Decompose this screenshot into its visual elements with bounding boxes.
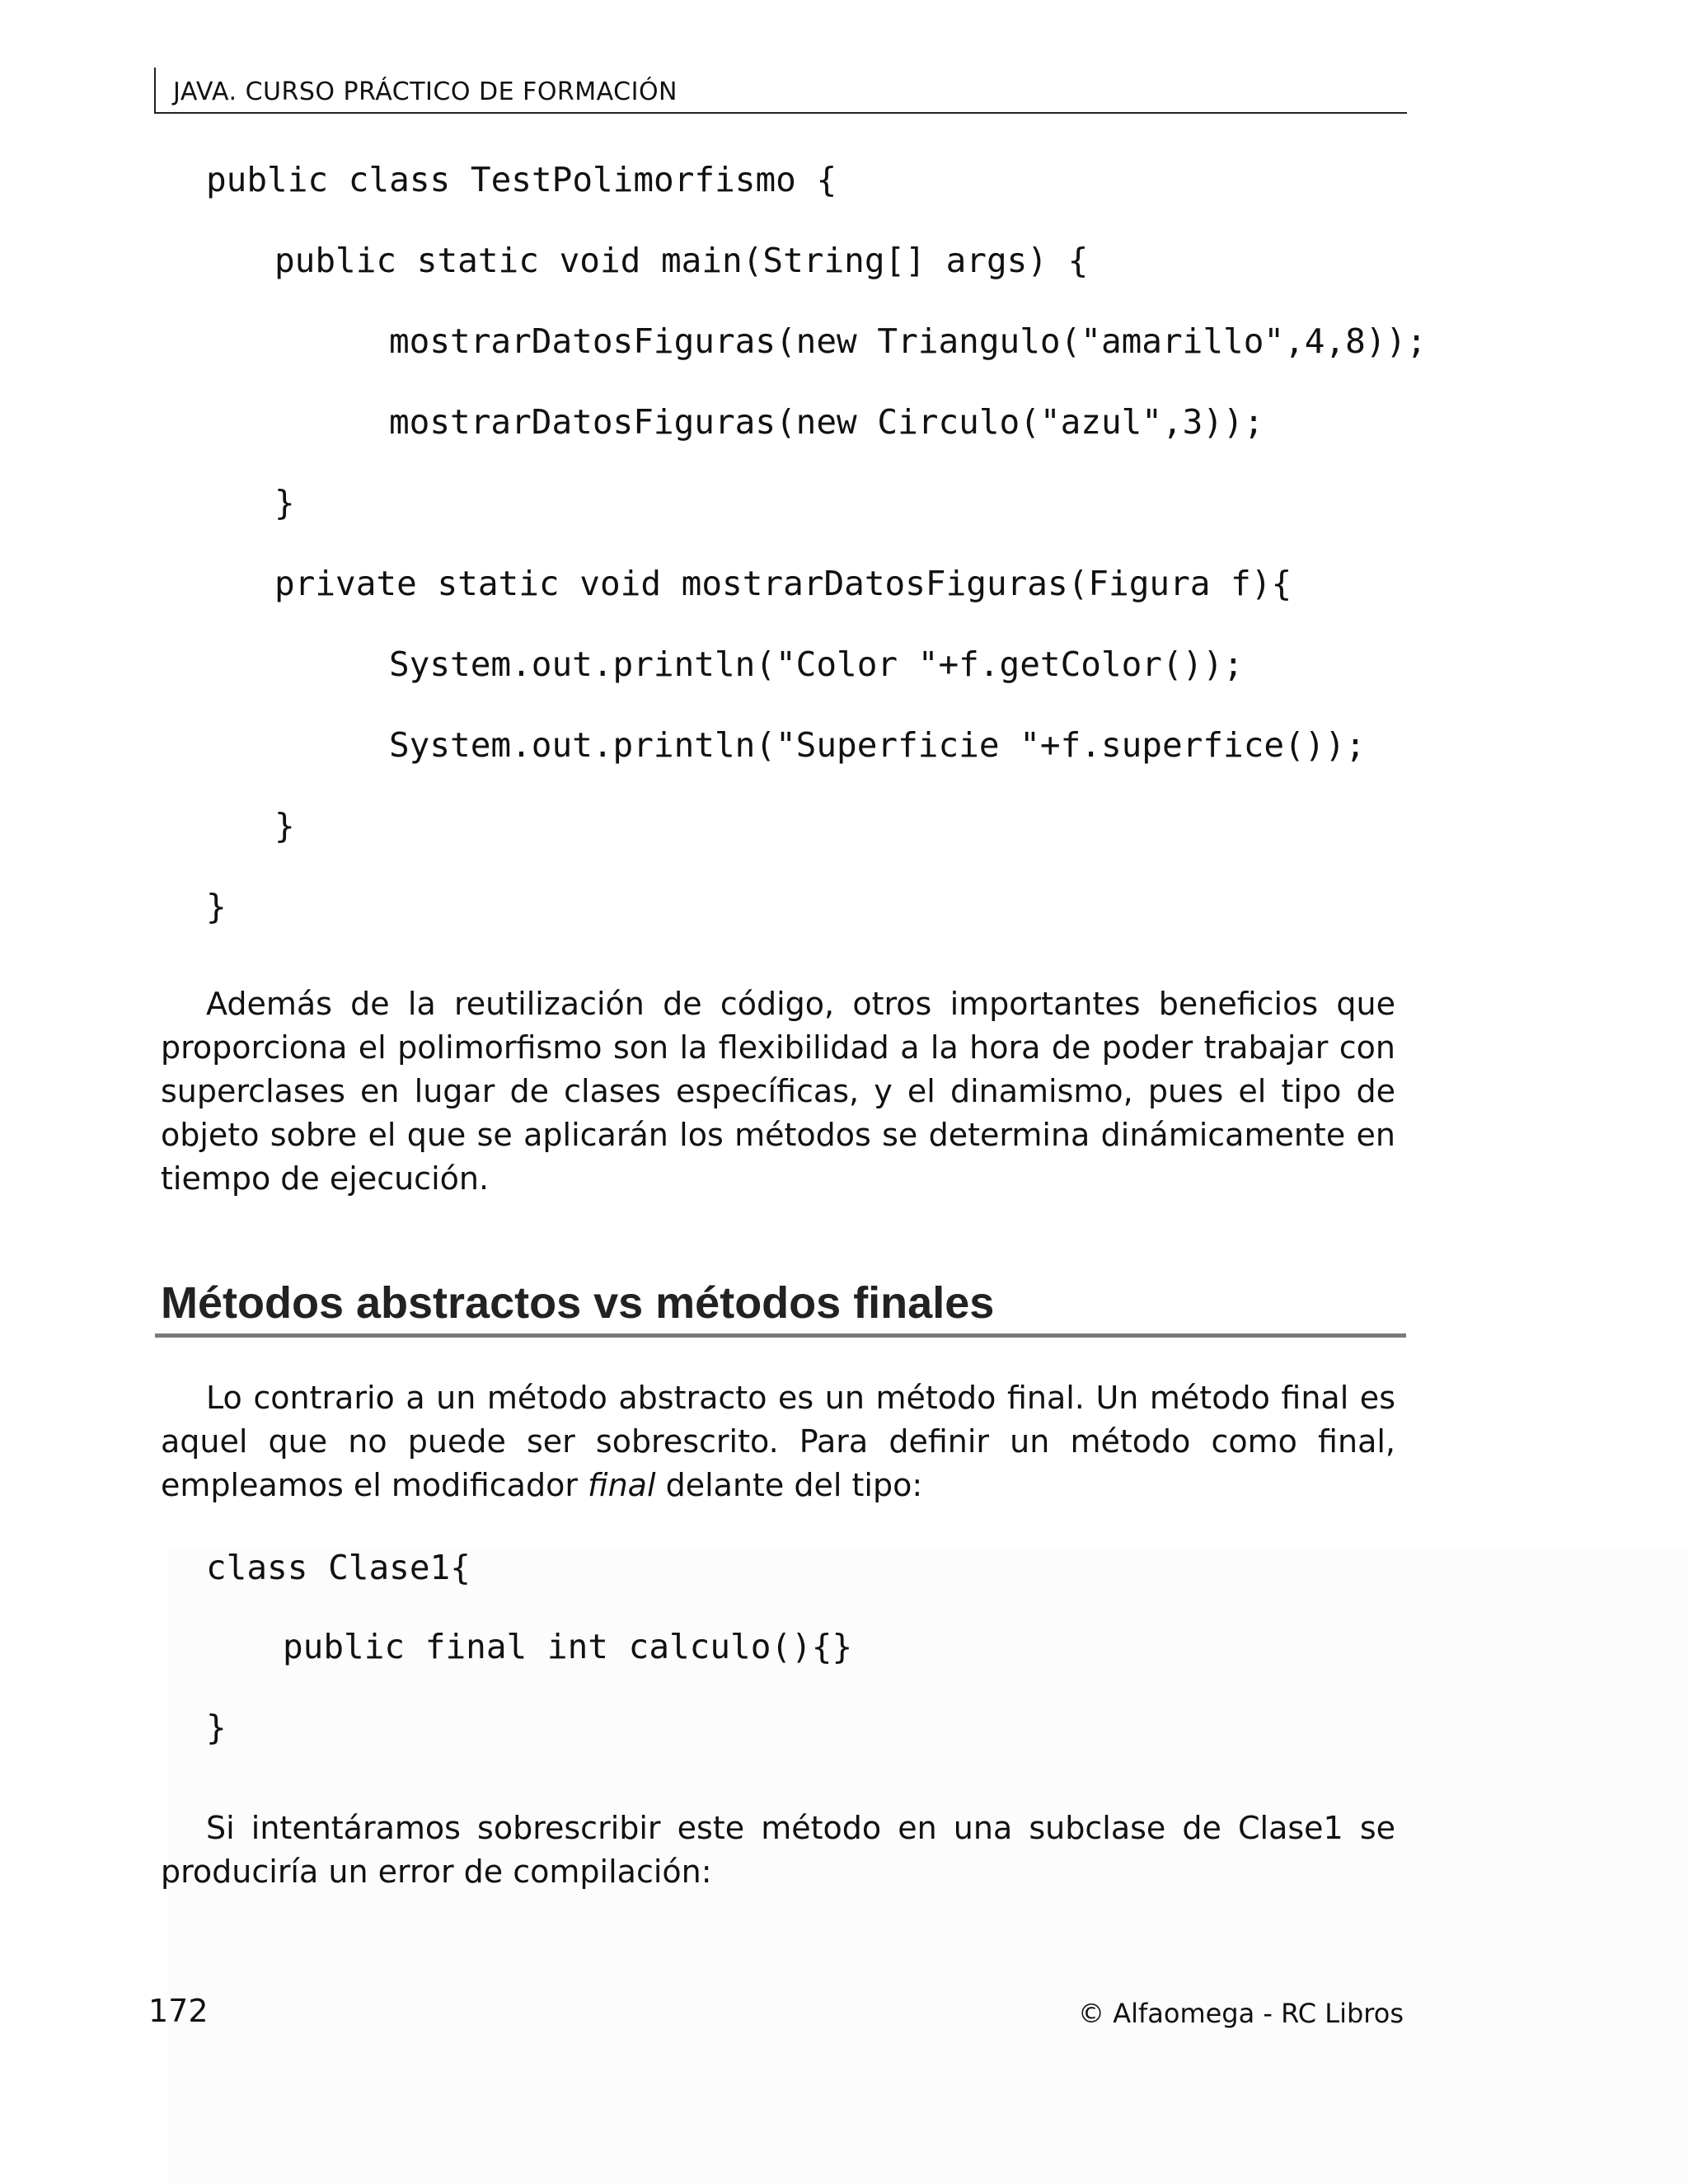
- code-line: public final int calculo(){}: [283, 1627, 853, 1666]
- code-line: mostrarDatosFiguras(new Triangulo("amarillo",4,8));: [389, 321, 1427, 361]
- section-rule: [155, 1333, 1406, 1338]
- code-line: }: [206, 887, 227, 926]
- code-line: private static void mostrarDatosFiguras(Figura f){: [274, 564, 1292, 603]
- header-rule: [154, 112, 1407, 114]
- code-line: class Clase1{: [206, 1548, 471, 1587]
- page-number: 172: [148, 1993, 209, 2029]
- body-paragraph-text: Si intentáramos sobrescribir este método en una subclase de Clase1 se produciría un error de compilación:: [161, 1810, 1395, 1890]
- code-line: System.out.println("Color "+f.getColor());: [389, 644, 1244, 684]
- code-line: public static void main(String[] args) {: [274, 241, 1089, 280]
- code-line: mostrarDatosFiguras(new Circulo("azul",3));: [389, 402, 1264, 442]
- header-left-bar: [154, 68, 156, 114]
- code-line: System.out.println("Superficie "+f.superfice());: [389, 725, 1366, 765]
- paragraph-text-before: Lo contrario a un método abstracto es un método final. Un método final es aquel que no puede ser sobrescrito. Para definir un método como final, empleamos el modificador: [161, 1380, 1395, 1503]
- body-paragraph-text: Además de la reutilización de código, otros importantes beneficios que proporciona el polimorfismo son la flexibilidad a la hora de poder trabajar con superclases en lugar de clases específicas, y el dinamismo, pues el tipo de objeto sobre el que se aplicarán los métodos se determina dinámicamente en tiempo de ejecución.: [161, 986, 1395, 1197]
- body-paragraph: [161, 1376, 1395, 1507]
- code-line: }: [274, 806, 295, 846]
- section-title: Métodos abstractos vs métodos finales: [161, 1278, 995, 1328]
- body-paragraph: [161, 982, 1395, 1201]
- body-paragraph: [161, 1807, 1395, 1894]
- paragraph-text-after: delante del tipo:: [655, 1467, 923, 1503]
- emphasis-final: final: [588, 1467, 656, 1503]
- code-line: }: [206, 1708, 227, 1747]
- running-header: JAVA. CURSO PRÁCTICO DE FORMACIÓN: [173, 77, 678, 106]
- code-line: }: [274, 483, 295, 523]
- copyright-notice: © Alfaomega - RC Libros: [1078, 1998, 1404, 2029]
- code-line: public class TestPolimorfismo {: [206, 160, 837, 199]
